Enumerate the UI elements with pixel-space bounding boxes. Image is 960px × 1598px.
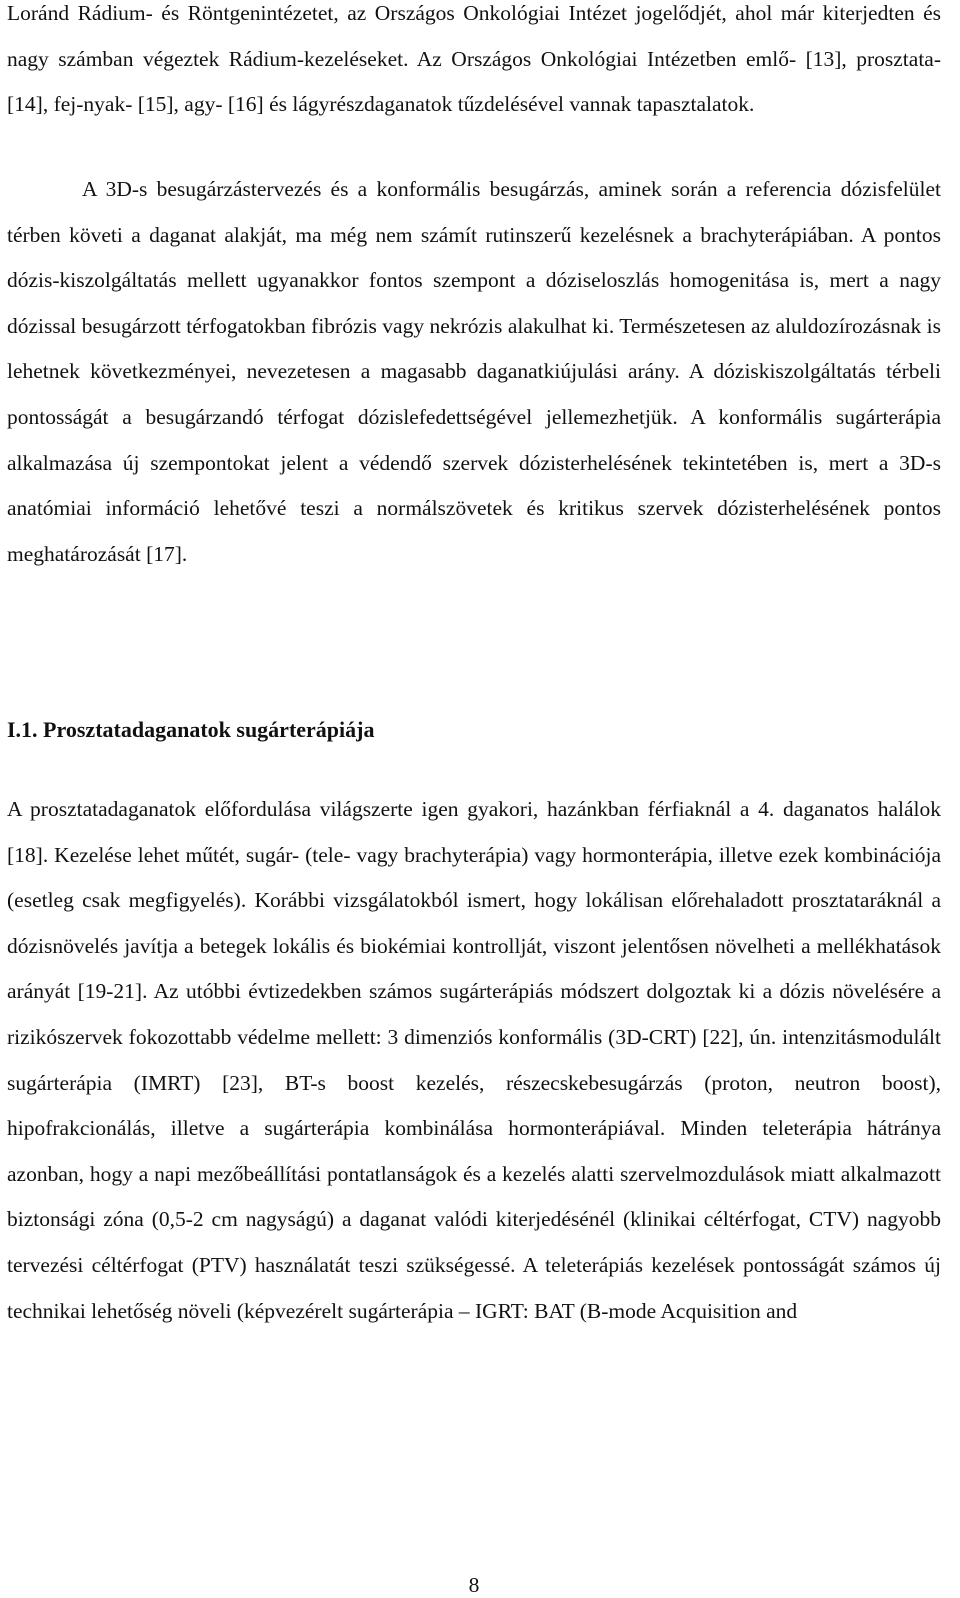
- body-paragraph-1: Loránd Rádium- és Röntgenintézetet, az Országos Onkológiai Intézet jogelődjét, ahol már kiterjedten és nagy számban végeztek Rádium-kezeléseket. Az Országos Onkológiai Intézetben emlő- [13], prosztata- [14], fej-nyak- [15], agy- [16] és lágyrészdaganatok tűzdelésével vannak tapasztalatok.: [7, 1, 941, 117]
- body-paragraph-2: A 3D-s besugárzástervezés és a konformális besugárzás, aminek során a referencia dózisfelület térben követi a daganat alakját, ma még nem számít rutinszerű kezelésnek a brachyterápiában. A pontos dózis-kiszolgáltatás mellett ugyanakkor fontos szempont a dóziseloszlás homogenitása is, mert a nagy dózissal besugárzott térfogatokban fibrózis vagy nekrózis alakulhat ki. Természetesen az aluldozírozásnak is lehetnek következményei, nevezetesen a magasabb daganatkiújulási arány. A dóziskiszolgáltatás térbeli pontosságát a besugárzandó térfogat dózislefedettségével jellemezhetjük. A konformális sugárterápia alkalmazása új szempontokat jelent a védendő szervek dózisterhelésének tekintetében is, mert a 3D-s anatómiai információ lehetővé teszi a normálszövetek és kritikus szervek dózisterhelésének pontos meghatározását [17].: [7, 177, 941, 566]
- body-paragraph-3: A prosztatadaganatok előfordulása világszerte igen gyakori, hazánkban férfiaknál a 4. daganatos halálok [18]. Kezelése lehet műtét, sugár- (tele- vagy brachyterápia) vagy hormonterápia, illetve ezek kombinációja (esetleg csak megfigyelés). Korábbi vizsgálatokból ismert, hogy lokálisan előrehaladott prosztataráknál a dózisnövelés javítja a betegek lokális és biokémiai kontrollját, viszont jelentősen növelheti a mellékhatások arányát [19-21]. Az utóbbi évtizedekben számos sugárterápiás módszert dolgoztak ki a dózis növelésére a rizikószervek fokozottabb védelme mellett: 3 dimenziós konformális (3D-CRT) [22], ún. intenzitásmodulált sugárterápia (IMRT) [23], BT-s boost kezelés, részecskebesugárzás (proton, neutron boost), hipofrakcionálás, illetve a sugárterápia kombinálása hormonterápiával. Minden teleterápia hátránya azonban, hogy a napi mezőbeállítási pontatlanságok és a kezelés alatti szervelmozdulások miatt alkalmazott biztonsági zóna (0,5-2 cm nagyságú) a daganat valódi kiterjedésénél (klinikai céltérfogat, CTV) nagyobb tervezési céltérfogat (PTV) használatát teszi szükségessé. A teleterápiás kezelések pontosságát számos új technikai lehetőség növeli (képvezérelt sugárterápia – IGRT: BAT (B-mode Acquisition and: [7, 797, 941, 1323]
- page-number: 8: [468, 1573, 480, 1597]
- document-page: [7, 0, 941, 1597]
- section-heading: I.1. Prosztatadaganatok sugárterápiája: [7, 717, 375, 742]
